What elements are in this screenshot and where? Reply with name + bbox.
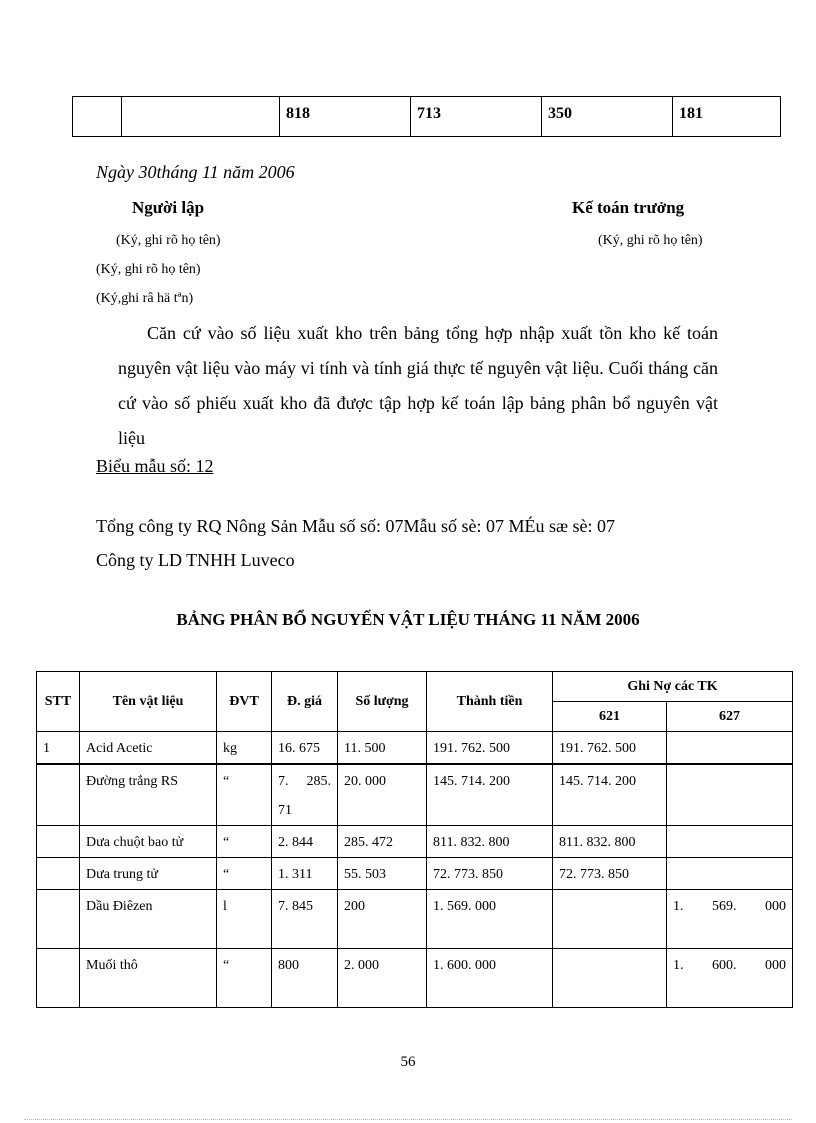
- summary-table: [72, 96, 781, 137]
- header-price: Đ. giá: [272, 672, 338, 732]
- cell-627: 1. 569. 000: [667, 890, 793, 949]
- chief-accountant-title: Kế toán trưởng: [572, 198, 685, 217]
- cell-627: [667, 858, 793, 890]
- cell-621: 191. 762. 500: [553, 732, 667, 765]
- table-row: [37, 890, 793, 949]
- table-cell: 713: [411, 97, 542, 137]
- body-paragraph: [118, 316, 718, 456]
- signature-note-garbled: (Ký,ghi râ hä tªn): [96, 291, 194, 306]
- cell-name: Acid Acetic: [80, 732, 217, 765]
- page-number: 56: [400, 1054, 416, 1070]
- header-acc-627: 627: [667, 702, 793, 732]
- header-stt: STT: [37, 672, 80, 732]
- cell-amount: 191. 762. 500: [427, 732, 553, 765]
- cell-amount: 1. 569. 000: [427, 890, 553, 949]
- chief-signature-note: (Ký, ghi rõ họ tên): [598, 233, 703, 248]
- table-row: [73, 97, 781, 137]
- cell-qty: 55. 503: [338, 858, 427, 890]
- cell-unit: kg: [217, 732, 272, 765]
- cell-621: [553, 949, 667, 1008]
- header-qty: Số lượng: [338, 672, 427, 732]
- footer-divider: [24, 1119, 792, 1120]
- cell-name: Dưa chuột bao tử: [80, 826, 217, 858]
- cell-amount: 145. 714. 200: [427, 764, 553, 826]
- paragraph-text: Căn cứ vào số liệu xuất kho trên bảng tổng hợp nhập xuất tồn kho kế toán nguyên vật liệu vào máy vi tính và tính giá thực tế nguyên vật liệu. Cuối tháng căn cứ vào số phiếu xuất kho đã được tập hợp kế toán lập bảng phân bổ nguyên vật liệu: [118, 323, 718, 448]
- header-unit: ĐVT: [217, 672, 272, 732]
- header-debit-group: Ghi Nợ các TK: [553, 672, 793, 702]
- cell-amount: 1. 600. 000: [427, 949, 553, 1008]
- cell-stt: 1: [37, 732, 80, 765]
- allocation-table: [36, 671, 793, 1008]
- table-title: BẢNG PHÂN BỔ NGUYẾN VẬT LIỆU THÁNG 11 NĂM 2006: [176, 610, 640, 629]
- cell-qty: 285. 472: [338, 826, 427, 858]
- table-row: [37, 826, 793, 858]
- cell-qty: 20. 000: [338, 764, 427, 826]
- cell-qty: 2. 000: [338, 949, 427, 1008]
- cell-price: 7. 845: [272, 890, 338, 949]
- cell-unit: “: [217, 764, 272, 826]
- cell-stt: [37, 858, 80, 890]
- cell-627: [667, 732, 793, 765]
- cell-price: 800: [272, 949, 338, 1008]
- table-cell: 818: [280, 97, 411, 137]
- table-row: [37, 764, 793, 826]
- cell-621: 145. 714. 200: [553, 764, 667, 826]
- cell-price: 16. 675: [272, 732, 338, 765]
- cell-stt: [37, 764, 80, 826]
- cell-621: 72. 773. 850: [553, 858, 667, 890]
- cell-price: 2. 844: [272, 826, 338, 858]
- table-header-row: [37, 672, 793, 702]
- preparer-title: Người lập: [132, 198, 205, 217]
- company-line: Tổng công ty RQ Nông Sản Mẫu số số: 07Mẫu số sè: 07 MÉu sæ sè: 07: [96, 516, 615, 536]
- cell-stt: [37, 949, 80, 1008]
- cell-qty: 200: [338, 890, 427, 949]
- cell-627: [667, 764, 793, 826]
- cell-stt: [37, 826, 80, 858]
- cell-unit: l: [217, 890, 272, 949]
- table-cell: 350: [542, 97, 673, 137]
- table-cell: 181: [673, 97, 781, 137]
- cell-price: 7. 285. 71: [272, 764, 338, 826]
- table-cell: [73, 97, 122, 137]
- cell-stt: [37, 890, 80, 949]
- header-acc-621: 621: [553, 702, 667, 732]
- cell-627: 1. 600. 000: [667, 949, 793, 1008]
- cell-amount: 811. 832. 800: [427, 826, 553, 858]
- cell-name: Dưa trung tử: [80, 858, 217, 890]
- cell-name: Đường trắng RS: [80, 764, 217, 826]
- cell-amount: 72. 773. 850: [427, 858, 553, 890]
- cell-621: 811. 832. 800: [553, 826, 667, 858]
- cell-621: [553, 890, 667, 949]
- header-name: Tên vật liệu: [80, 672, 217, 732]
- signature-note: (Ký, ghi rõ họ tên): [96, 262, 201, 277]
- cell-unit: “: [217, 826, 272, 858]
- cell-name: Muối thô: [80, 949, 217, 1008]
- table-cell: [122, 97, 280, 137]
- header-amount: Thành tiền: [427, 672, 553, 732]
- cell-unit: “: [217, 858, 272, 890]
- table-row: [37, 858, 793, 890]
- table-row: [37, 949, 793, 1008]
- form-number: Biểu mẫu số: 12: [96, 456, 214, 476]
- table-row: [37, 732, 793, 765]
- cell-unit: “: [217, 949, 272, 1008]
- cell-627: [667, 826, 793, 858]
- cell-qty: 11. 500: [338, 732, 427, 765]
- preparer-signature-note: (Ký, ghi rõ họ tên): [116, 233, 221, 248]
- date-line: Ngày 30tháng 11 năm 2006: [96, 162, 295, 182]
- company-name: Công ty LD TNHH Luveco: [96, 550, 295, 570]
- cell-price: 1. 311: [272, 858, 338, 890]
- cell-name: Dầu Điêzen: [80, 890, 217, 949]
